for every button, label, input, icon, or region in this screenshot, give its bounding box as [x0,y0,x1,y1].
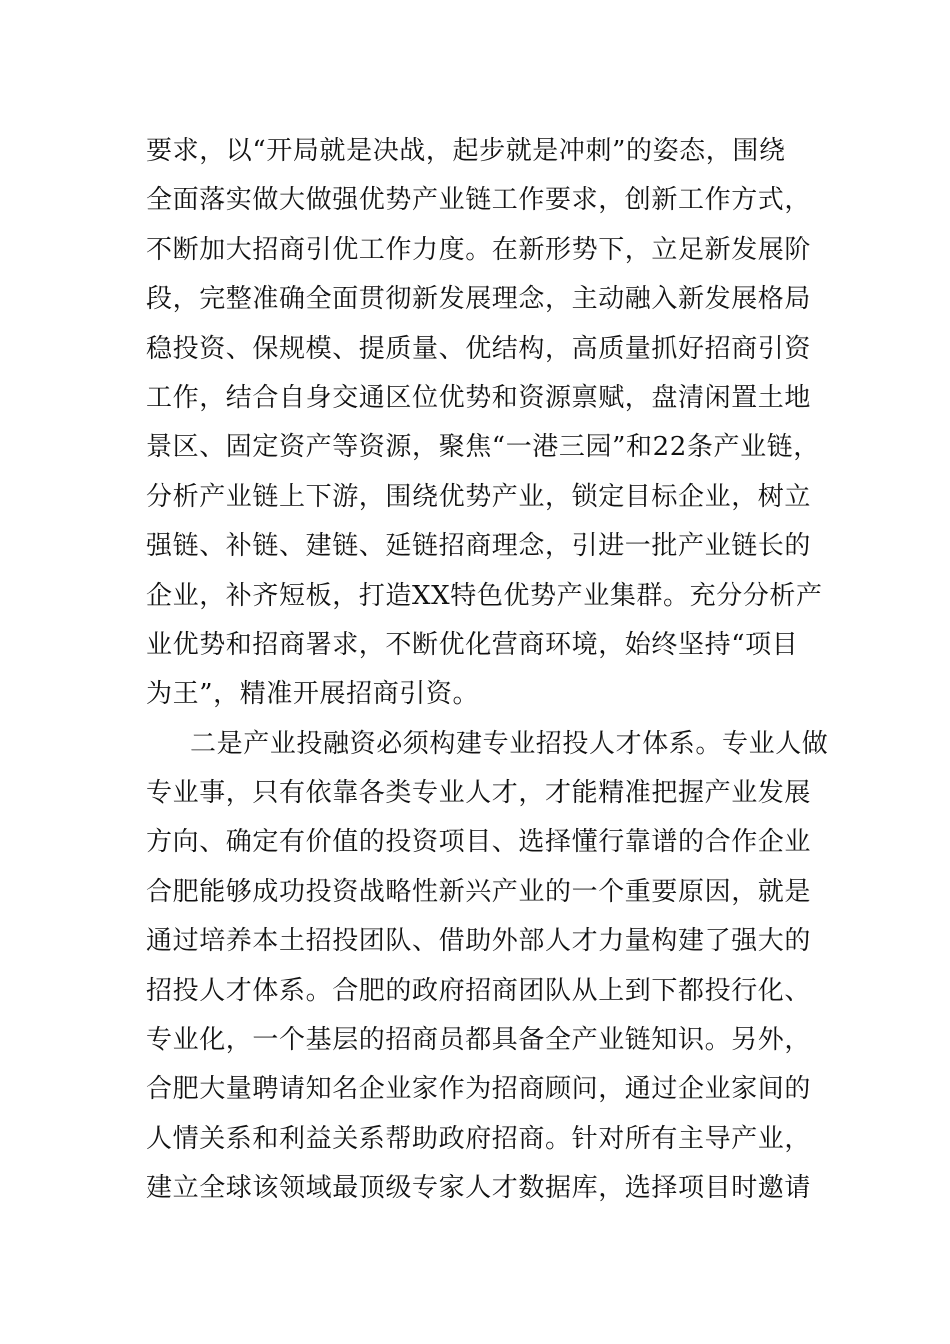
text-line: 招投人才体系。合肥的政府招商团队从上到下都投行化、 [146,975,812,1006]
text-line: 二是产业投融资必须构建专业招投人才体系。专业人做 [190,728,829,759]
text-line: 为王”，精准开展招商引资。 [146,679,480,710]
text-line: 方向、确定有价值的投资项目、选择懂行靠谱的合作企业 [146,827,812,858]
text-line: 合肥能够成功投资战略性新兴产业的一个重要原因，就是 [146,876,812,907]
text-line: 工作，结合自身交通区位优势和资源禀赋，盘清闲置土地 [146,382,812,413]
paragraph-2 [146,720,829,1214]
text-line: 分析产业链上下游，围绕优势产业，锁定目标企业，树立 [146,481,812,512]
text-line: 全面落实做大做强优势产业链工作要求，创新工作方式， [146,185,812,216]
text-line: 人情关系和利益关系帮助政府招商。针对所有主导产业， [146,1123,812,1154]
text-line: 段，完整准确全面贯彻新发展理念，主动融入新发展格局 [146,284,812,315]
text-line: 建立全球该领域最顶级专家人才数据库，选择项目时邀请 [146,1173,812,1204]
text-line: 合肥大量聘请知名企业家作为招商顾问，通过企业家间的 [146,1074,812,1105]
text-line: 稳投资、保规模、提质量、优结构，高质量抓好招商引资 [146,333,812,364]
text-line: 专业化，一个基层的招商员都具备全产业链知识。另外， [146,1025,812,1056]
text-line: 通过培养本土招投团队、借助外部人才力量构建了强大的 [146,926,812,957]
text-line: 景区、固定资产等资源，聚焦“一港三园”和22条产业链， [146,432,820,463]
text-line: 不断加大招商引优工作力度。在新形势下，立足新发展阶 [146,234,812,265]
text-line: 专业事，只有依靠各类专业人才，才能精准把握产业发展 [146,778,812,809]
paragraph-1 [146,127,826,720]
text-line: 强链、补链、建链、延链招商理念，引进一批产业链长的 [146,531,812,562]
document-body [146,127,829,1214]
text-line: 要求，以“开局就是决战，起步就是冲刺”的姿态，围绕 [146,136,786,166]
text-line: 企业，补齐短板，打造XX特色优势产业集群。充分分析产 [146,580,823,611]
text-line: 业优势和招商署求，不断优化营商环境，始终坚持“项目 [146,629,799,660]
